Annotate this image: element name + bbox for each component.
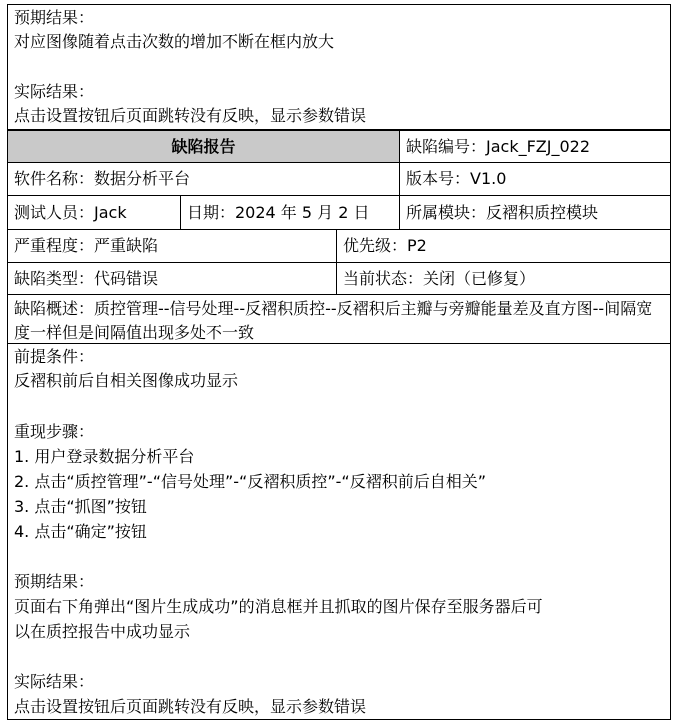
step-item: 1. 用户登录数据分析平台 [14,447,195,466]
expected-result-label: 预期结果： [14,572,95,591]
report-date: 日期：2024 年 5 月 2 日 [180,195,400,230]
tester: 测试人员：Jack [7,195,181,230]
priority: 优先级：P2 [336,229,671,263]
actual-result-label: 实际结果： [14,82,95,101]
expected-result-text: 页面右下角弹出“图片生成成功”的消息框并且抓取的图片保存至服务器后可 [14,597,543,616]
report-title: 缺陷报告 [7,130,400,163]
details-section [7,343,671,720]
current-status: 当前状态：关闭（已修复） [336,262,671,295]
severity: 严重程度：严重缺陷 [7,229,337,263]
step-item: 4. 点击“确定”按钮 [14,522,147,541]
actual-result-text: 点击设置按钮后页面跳转没有反映，显示参数错误 [14,697,367,716]
module: 所属模块：反褶积质控模块 [399,195,671,230]
defect-id: 缺陷编号：Jack_FZJ_022 [399,130,671,163]
steps-label: 重现步骤： [14,422,95,441]
expected-result-text-continued: 以在质控报告中成功显示 [14,622,191,641]
software-name: 软件名称：数据分析平台 [7,162,400,196]
actual-result-label: 实际结果： [14,672,95,691]
precondition-text: 反褶积前后自相关图像成功显示 [14,371,239,390]
expected-result-label: 预期结果： [14,8,95,27]
step-item: 3. 点击“抓图”按钮 [14,497,147,516]
defect-type: 缺陷类型：代码错误 [7,262,337,295]
step-item: 2. 点击“质控管理”-“信号处理”-“反褶积质控”-“反褶积前后自相关” [14,472,486,491]
actual-result-text: 点击设置按钮后页面跳转没有反映，显示参数错误 [14,106,367,125]
precondition-label: 前提条件： [14,347,95,366]
version-number: 版本号：V1.0 [399,162,671,196]
defect-report-document [7,4,671,720]
top-results-section [7,4,671,130]
defect-summary: 缺陷概述：质控管理--信号处理--反褶积质控--反褶积后主瓣与旁瓣能量差及直方图--间隔宽度一样但是间隔值出现多处不一致 [7,294,671,344]
expected-result-text: 对应图像随着点击次数的增加不断在框内放大 [14,32,335,51]
